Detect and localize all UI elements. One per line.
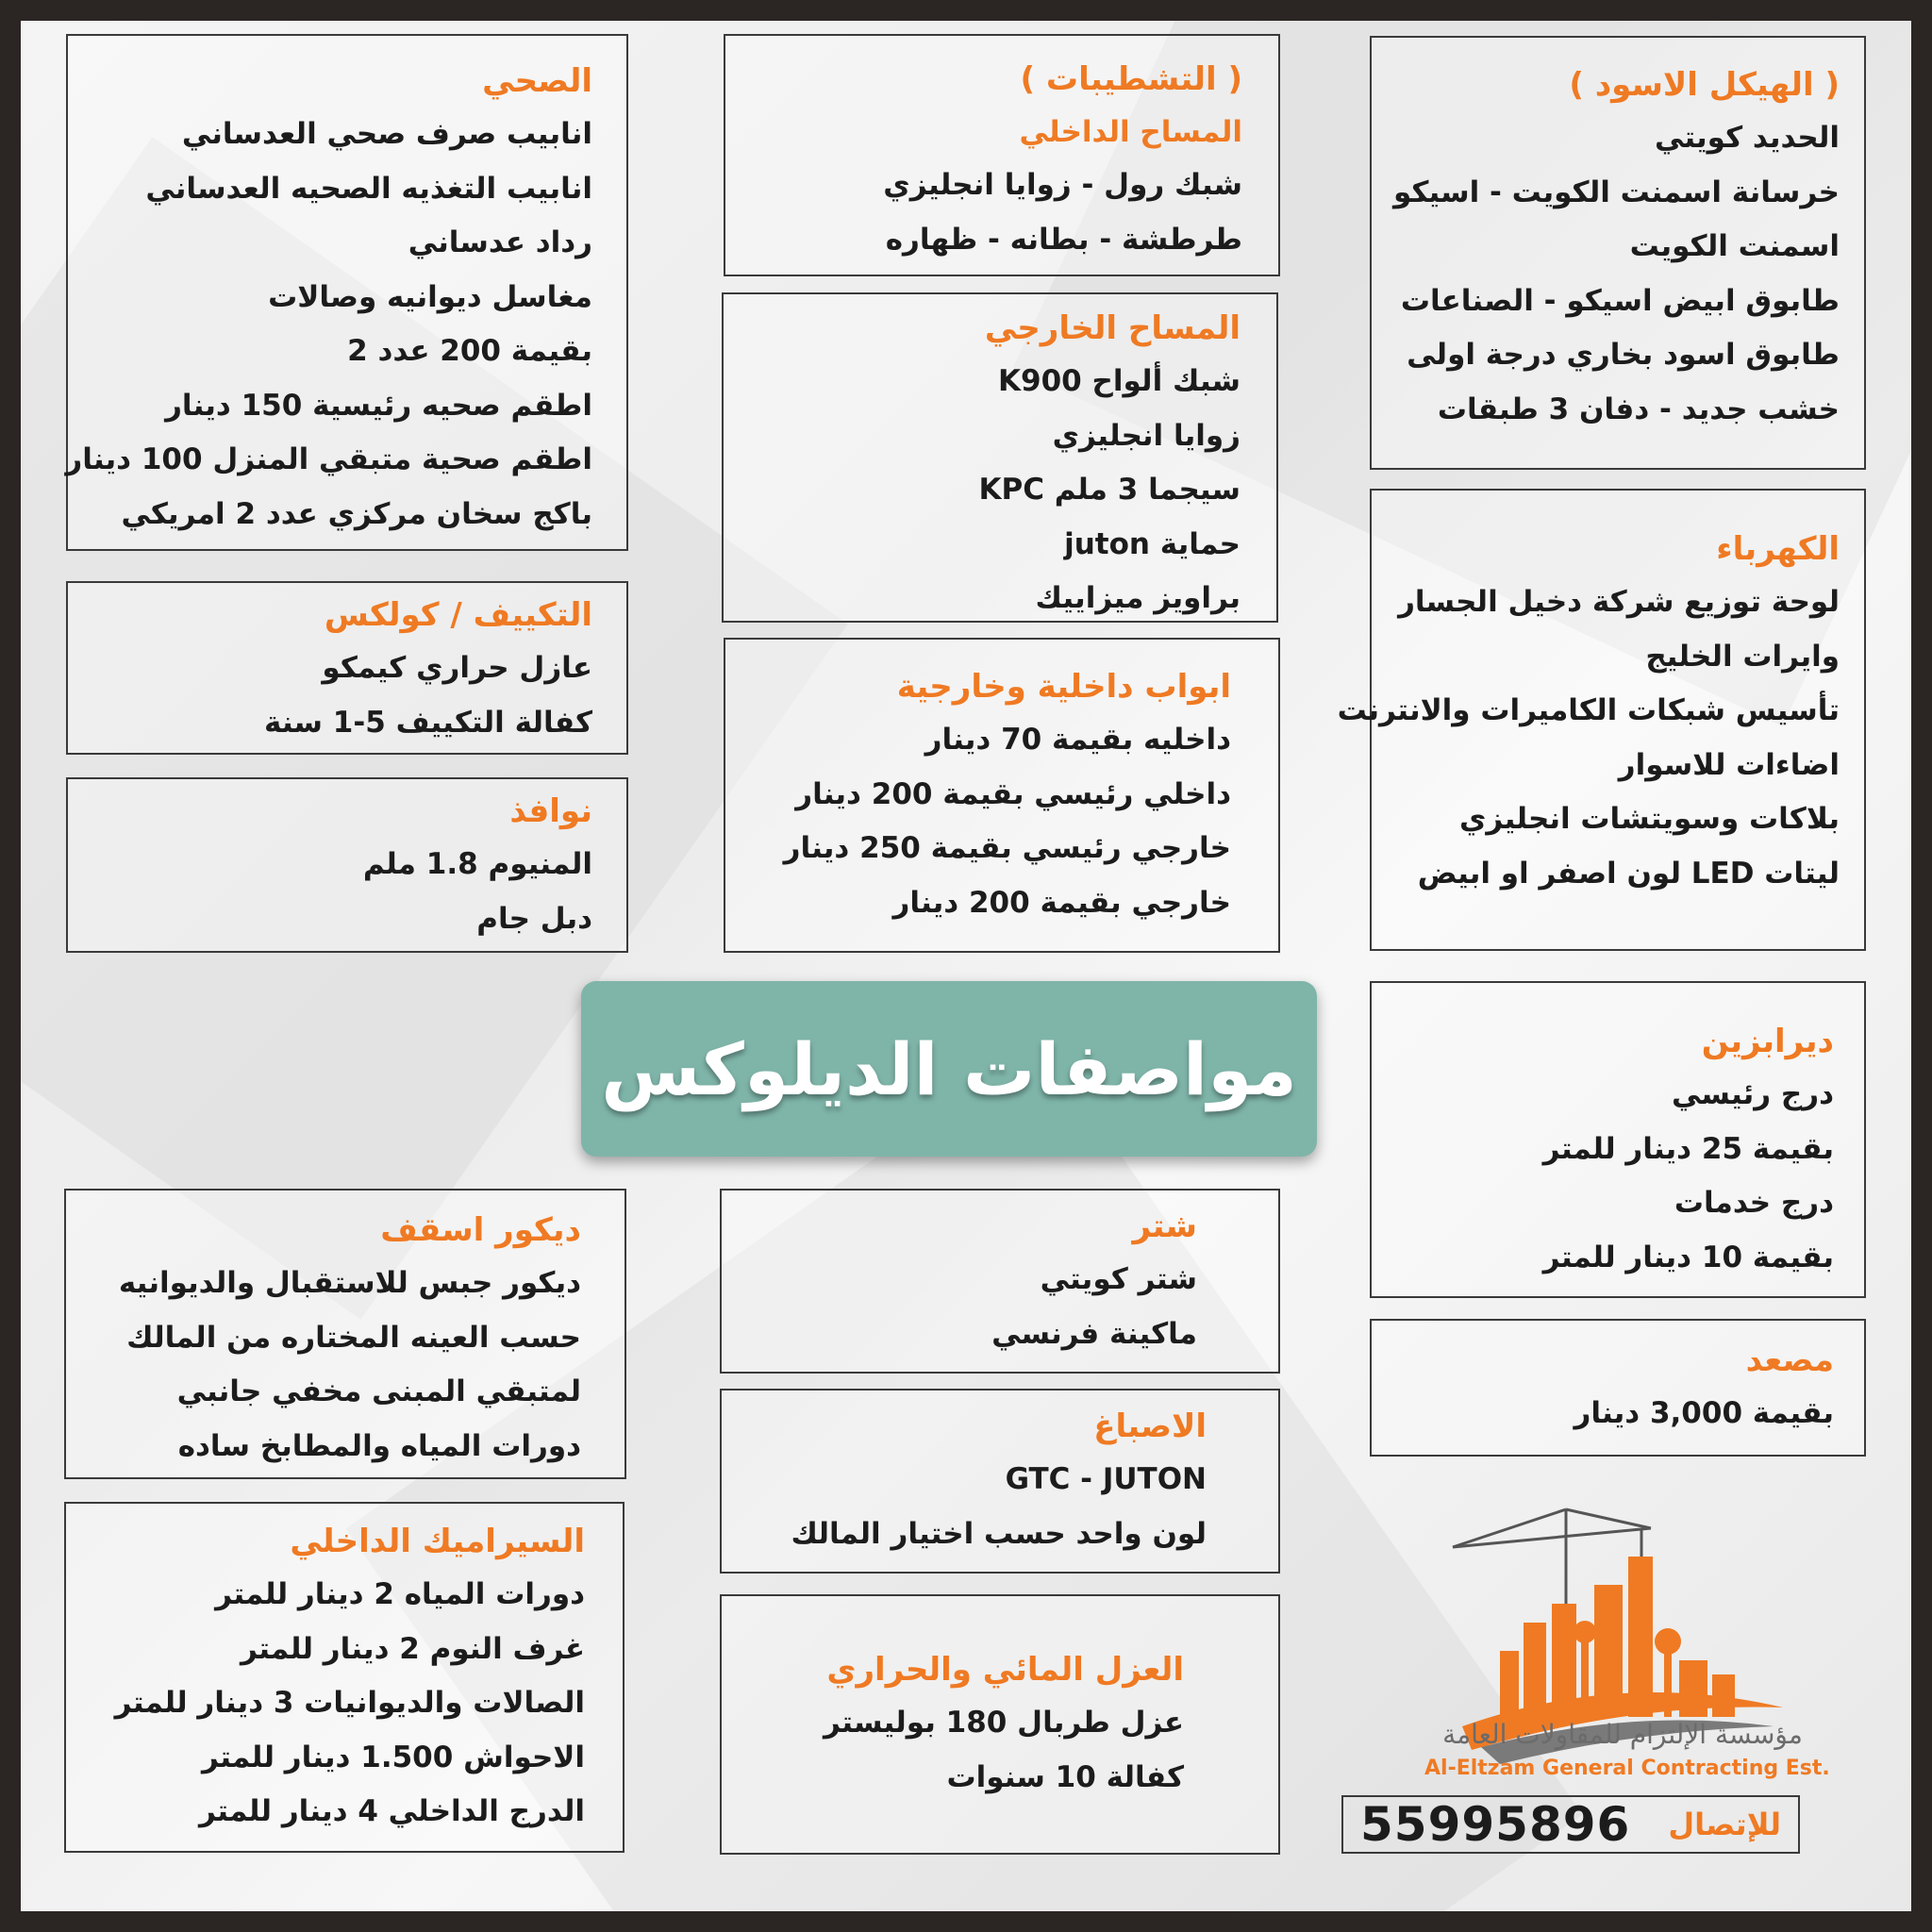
electric-line: وايرات الخليج [1645,639,1840,674]
insulation-line: عزل طربال 180 بوليستر [824,1706,1184,1740]
plumbing-line: بقيمة 200 عدد 2 [347,334,592,368]
handrail-section [1370,981,1866,1298]
contact-label: للإتصال [1668,1807,1781,1842]
windows-title: نوافذ [509,792,592,830]
electric-title: الكهرباء [1716,530,1840,568]
ac-title: التكييف / كولكس [324,596,592,634]
handrail-line: بقيمة 10 دينار للمتر [1542,1240,1834,1274]
elevator-title: مصعد [1745,1341,1834,1379]
ceramic-line: غرف النوم 2 دينار للمتر [240,1631,585,1666]
elevator-section [1370,1319,1866,1457]
phone-number[interactable]: 55995896 [1360,1797,1631,1852]
ac-line: كفالة التكييف 5-1 سنة [264,705,592,740]
plumbing-line: رداد عدساني [408,225,592,259]
structure-line: طابوق ابيض اسيكو - الصناعات [1400,283,1840,318]
ac-line: عازل حراري كيمكو [322,651,592,685]
external-plaster-section [722,292,1278,623]
ac-section [66,581,628,755]
external-plaster-line: براويز ميزاييك [1035,581,1241,615]
electric-line: لوحة توزيع شركة دخيل الجسار [1398,585,1840,619]
electric-line: بلاكات وسويتشات انجليزي [1458,802,1840,836]
electric-section [1337,489,1866,951]
structure-section [1370,36,1866,470]
plumbing-line: باكج سخان مركزي عدد 2 امريكي [121,496,592,531]
structure-line: الحديد كويتي [1655,121,1840,155]
paint-line: لون واحد حسب اختيار المالك [791,1516,1207,1551]
doors-line: خارجي رئيسي بقيمة 250 دينار [783,831,1231,865]
shutter-section [720,1189,1280,1374]
doors-line: داخلي رئيسي بقيمة 200 دينار [795,776,1231,811]
finishing-line: طرطشة - بطانه - ظهاره [885,222,1242,257]
ceiling-line: لمتبقي المبنى مخفي جانبي [176,1374,581,1408]
structure-line: طابوق اسود بخاري درجة اولى [1407,338,1840,372]
external-plaster-title: المساح الخارجي [984,309,1241,347]
handrail-title: ديرابزين [1701,1023,1834,1060]
ceramic-section [64,1502,625,1853]
title-banner [581,981,1317,1157]
elevator-line: بقيمة 3,000 دينار [1574,1396,1834,1430]
ceiling-section [64,1189,626,1479]
ceiling-title: ديكور اسقف [380,1211,581,1249]
plumbing-line: مغاسل ديوانيه وصالات [268,279,592,314]
doors-title: ابواب داخلية وخارجية [896,668,1231,706]
paint-section [720,1389,1280,1574]
structure-line: خرسانة اسمنت الكويت - اسيكو [1392,175,1840,209]
paint-line: GTC - JUTON [1005,1462,1207,1496]
electric-line: اضاءات للاسوار [1618,747,1840,782]
structure-line: خشب جديد - دفان 3 طبقات [1437,391,1840,426]
plumbing-section [66,34,628,551]
finishing-title: ( التشطيبات ) [1020,60,1242,98]
ceiling-line: ديكور جبس للاستقبال والديوانيه [118,1266,581,1300]
finishing-section [724,34,1280,276]
company-name-ar: مؤسسة الإلتزام للمقاولات العامة [1442,1719,1803,1750]
insulation-section [720,1594,1280,1855]
handrail-line: درج رئيسي [1672,1077,1834,1111]
ceramic-line: دورات المياه 2 دينار للمتر [215,1577,585,1611]
skyline-icon [1500,1557,1735,1717]
handrail-line: بقيمة 25 دينار للمتر [1542,1131,1834,1166]
structure-line: اسمنت الكويت [1629,229,1840,263]
electric-line: ليتات LED لون اصفر او ابيض [1417,856,1840,891]
insulation-title: العزل المائي والحراري [826,1651,1184,1689]
doors-line: داخليه بقيمة 70 دينار [924,723,1231,757]
plumbing-line: اطقم صحيه رئيسية 150 دينار [165,388,592,423]
doors-line: خارجي بقيمة 200 دينار [892,885,1231,920]
plumbing-line: انابيب صرف صحي العدساني [181,117,592,151]
external-plaster-line: حماية juton [1064,526,1241,561]
ceiling-line: دورات المياه والمطابخ ساده [177,1428,581,1463]
electric-line: تأسيس شبكات الكاميرات والانترنت [1337,693,1840,727]
contact-box [1341,1795,1800,1854]
ceramic-line: الاحواش 1.500 دينار للمتر [201,1740,585,1774]
plumbing-line: اطقم صحية متبقي المنزل 100 دينار [65,442,592,476]
finishing-subtitle: المساح الداخلي [1019,115,1242,149]
external-plaster-line: سيجما 3 ملم KPC [978,473,1241,507]
shutter-title: شتر [1132,1208,1197,1245]
shutter-line: شتر كويتي [1040,1262,1197,1296]
ceramic-line: الدرج الداخلي 4 دينار للمتر [199,1794,585,1828]
plumbing-title: الصحي [482,62,592,100]
external-plaster-line: زوايا انجليزي [1052,418,1241,453]
paint-title: الاصباغ [1093,1407,1207,1445]
ceiling-line: حسب العينه المختاره من المالك [126,1320,581,1355]
doors-section [724,638,1280,953]
windows-section [66,777,628,953]
finishing-line: شبك رول - زوايا انجليزي [883,168,1242,202]
shutter-line: ماكينة فرنسي [991,1316,1197,1351]
company-name-en: Al-Eltzam General Contracting Est. [1424,1757,1830,1780]
plumbing-line: انابيب التغذيه الصحيه العدساني [145,171,592,206]
structure-title: ( الهيكل الاسود ) [1569,66,1840,104]
windows-line: دبل جام [476,901,592,936]
banner-title: مواصفات الديلوكس [601,1026,1297,1111]
handrail-line: درج خدمات [1674,1186,1834,1220]
ceramic-title: السيراميك الداخلي [290,1523,585,1560]
insulation-line: كفالة 10 سنوات [946,1759,1184,1794]
windows-line: المنيوم 1.8 ملم [362,847,592,881]
ceramic-line: الصالات والديوانيات 3 دينار للمتر [114,1686,585,1720]
external-plaster-line: شبك ألواح K900 [998,364,1241,398]
